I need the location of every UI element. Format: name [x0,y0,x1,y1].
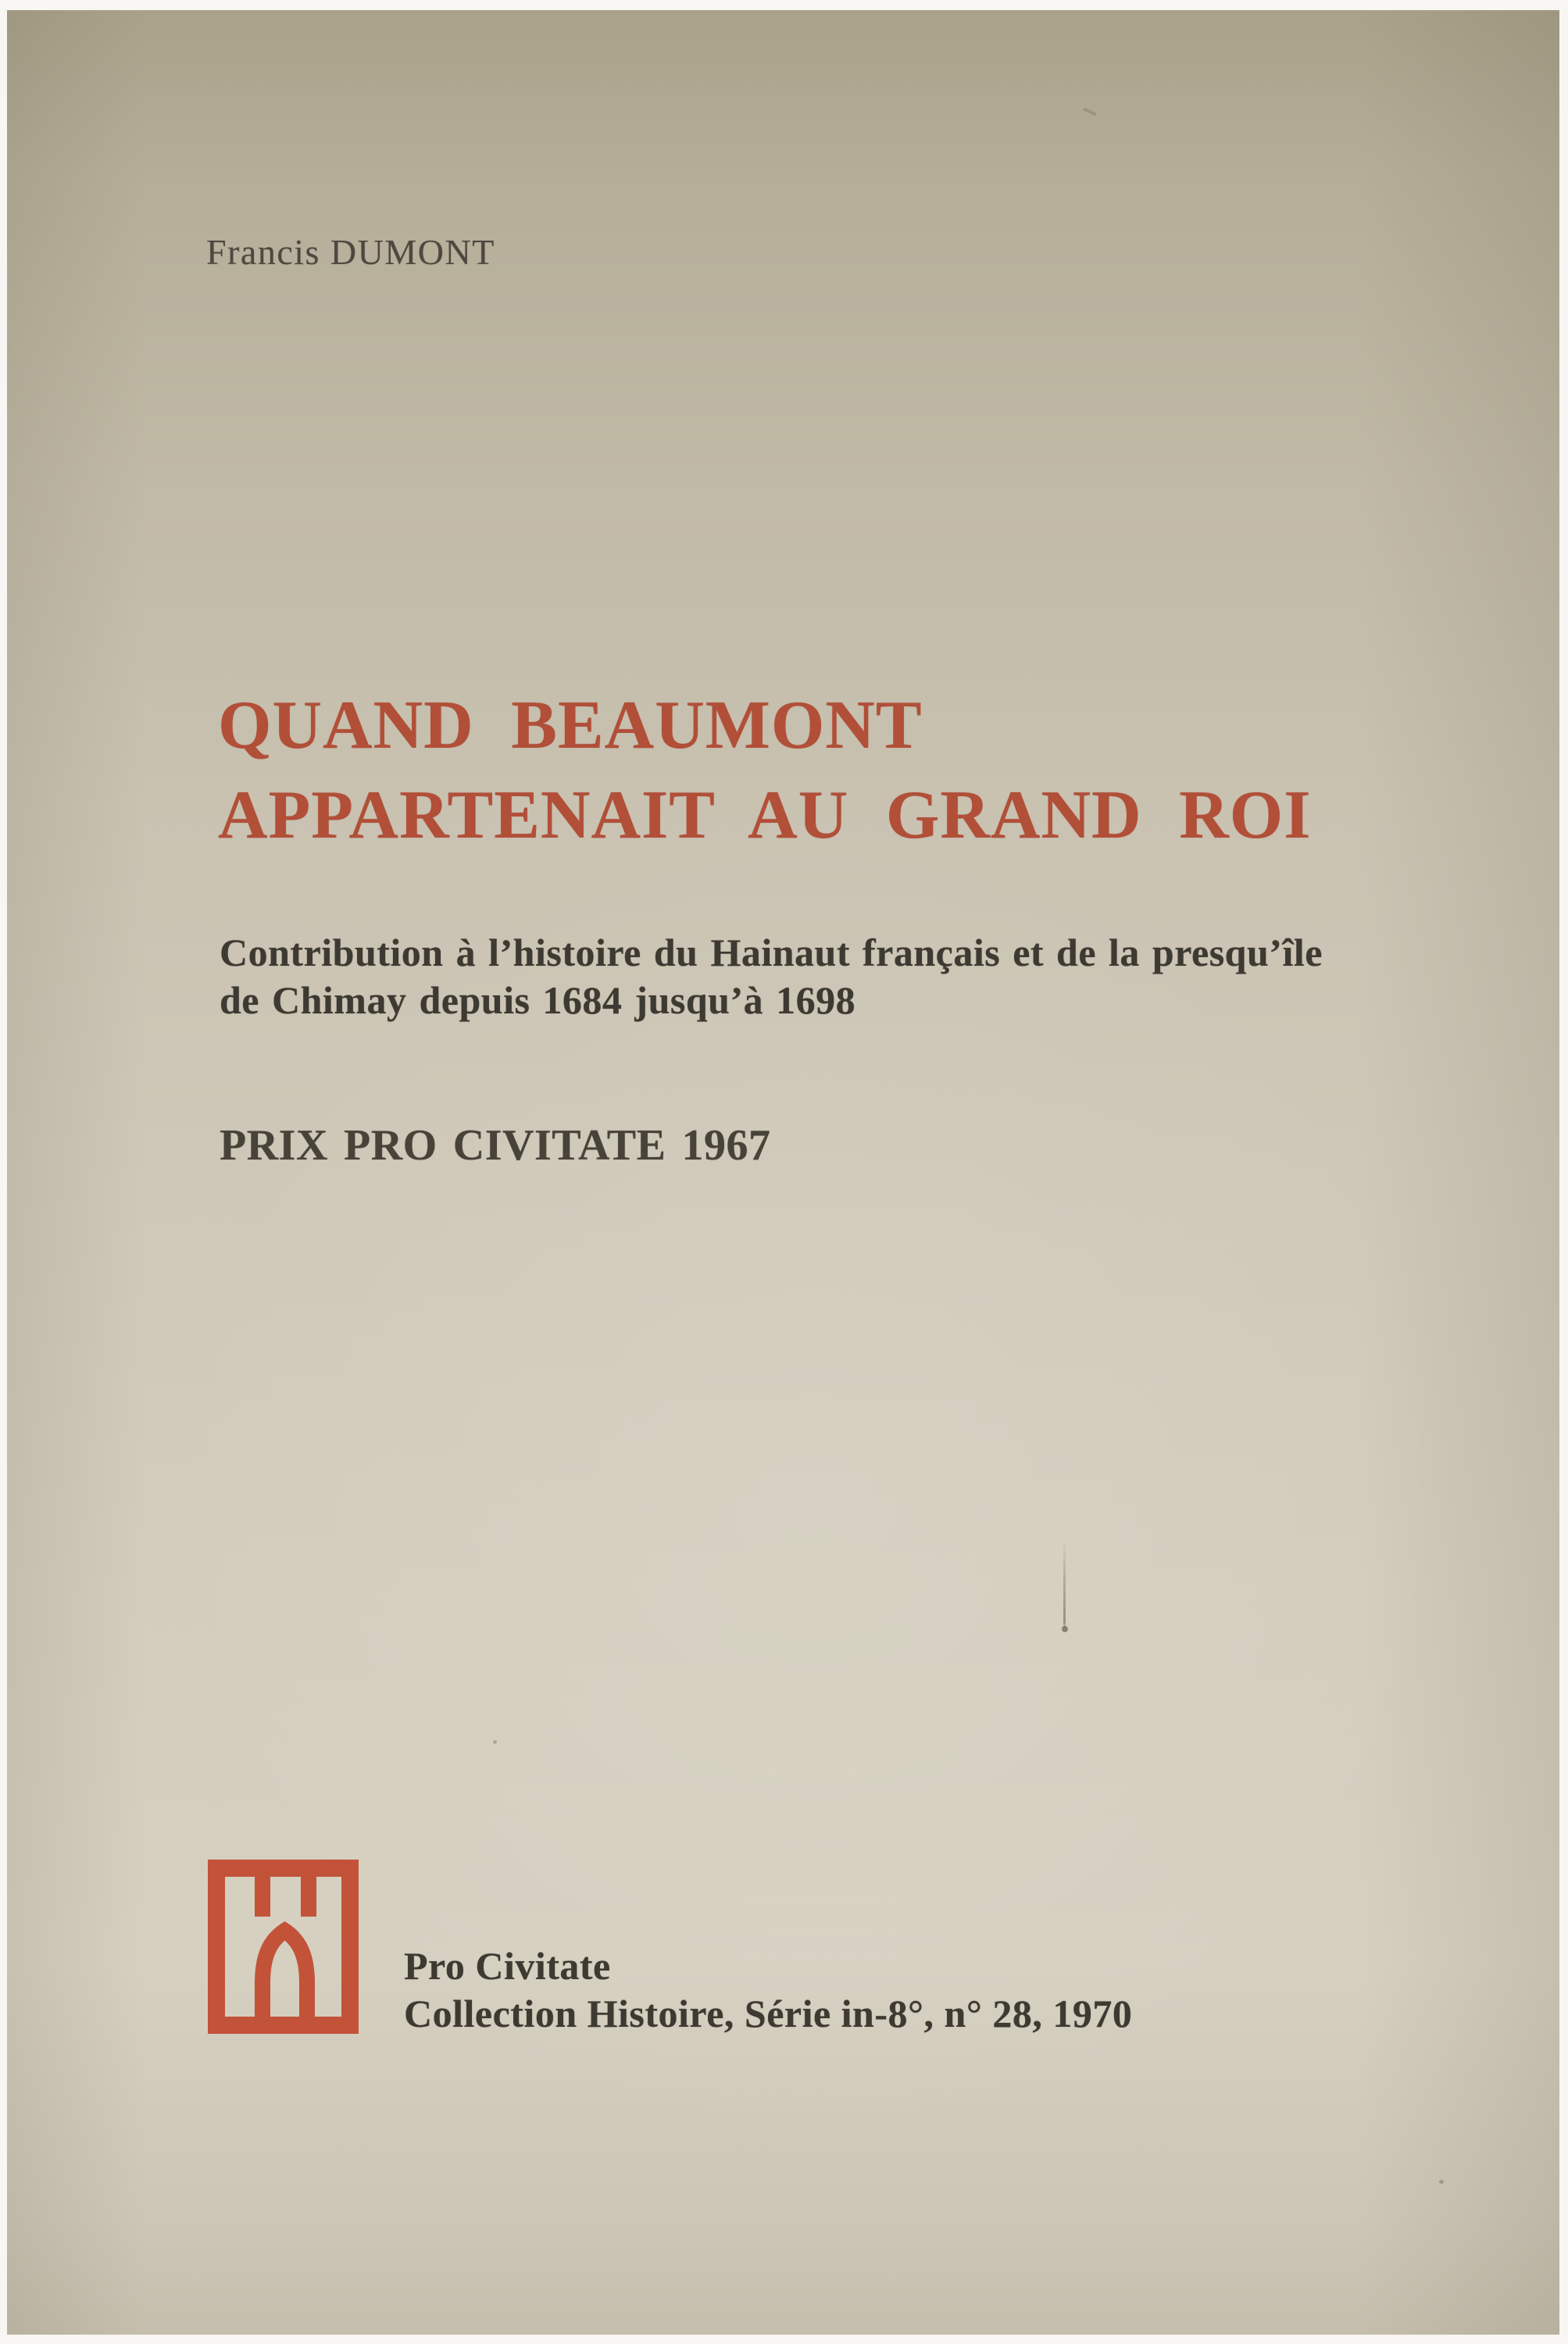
book-title [218,681,1311,861]
imprint-block [404,1942,1132,2037]
subtitle-line-1: Contribution à l’histoire du Hainaut français et de la presqu’île [220,931,1323,974]
prize-line: PRIX PRO CIVITATE 1967 [220,1121,771,1170]
publisher-name: Pro Civitate [404,1944,611,1988]
paper-speck [1439,2180,1444,2184]
scan-crease [1063,1540,1066,1629]
author-name: Francis DUMONT [206,232,495,272]
paper-speck [1062,1626,1068,1632]
paper-fiber [1083,108,1097,116]
paper-background [7,10,1559,2335]
title-line-2: APPARTENAIT AU GRAND ROI [218,777,1312,854]
subtitle-line-2: de Chimay depuis 1684 jusqu’à 1698 [220,978,856,1022]
paper-speck [493,1740,497,1744]
subtitle [220,929,1323,1024]
pro-civitate-castle-logo-icon [208,1860,359,2034]
collection-line: Collection Histoire, Série in-8°, n° 28, 1970 [404,1991,1133,2035]
title-line-1: QUAND BEAUMONT [218,688,923,763]
